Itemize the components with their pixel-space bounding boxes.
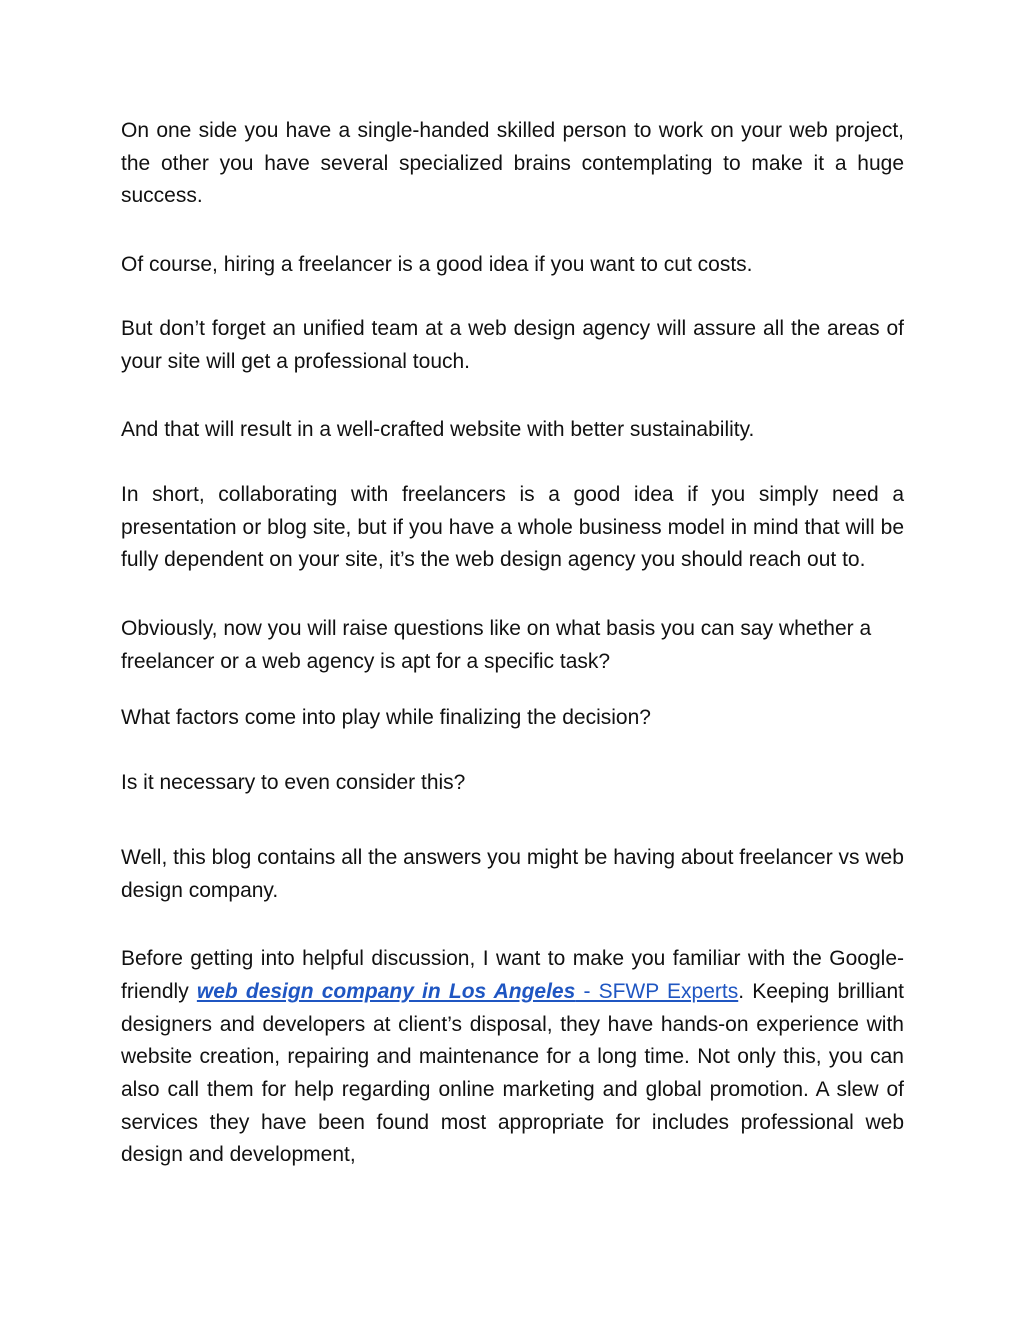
paragraph-10-rest: . Keeping brilliant designers and developers at client’s disposal, they have hands-on experience with website creation, repairing and maintenance for a long time. Not only this, you can also call them for help regarding online marketing and global promotion. A slew of services they have been found most appropriate for includes professional web design and development,: [121, 979, 904, 1167]
paragraph-10-intro: Before getting into helpful discussion, I want to make you familiar with the Google-friendly: [121, 947, 904, 1003]
paragraph-7: What factors come into play while finalizing the decision?: [121, 706, 651, 730]
paragraph-10: [121, 943, 904, 1172]
paragraph-9: Well, this blog contains all the answers you might be having about freelancer vs web design company.: [121, 845, 904, 902]
link-keyword-text: web design company in Los Angeles: [196, 979, 576, 1003]
paragraph-3: But don’t forget an unified team at a web design agency will assure all the areas of your site will get a professional touch.: [121, 316, 904, 373]
paragraph-1: On one side you have a single-handed skilled person to work on your web project, the other you have several specialized brains contemplating to make it a huge success.: [121, 119, 904, 208]
paragraph-2: Of course, hiring a freelancer is a good idea if you want to cut costs.: [121, 253, 753, 277]
paragraph-6: Obviously, now you will raise questions like on what basis you can say whether a freelancer or a web agency is apt for a specific task?: [121, 617, 872, 673]
paragraph-5: In short, collaborating with freelancers is a good idea if you simply need a presentation or blog site, but if you have a whole business model in mind that will be fully dependent on your site, it’s the web design agency you should reach out to.: [121, 482, 904, 572]
sfwp-experts-link[interactable]: [197, 980, 738, 1003]
link-brand-text: - SFWP Experts: [575, 979, 739, 1003]
paragraph-8: Is it necessary to even consider this?: [121, 771, 466, 795]
document-page: [121, 115, 904, 1172]
paragraph-4: And that will result in a well-crafted website with better sustainability.: [121, 418, 755, 442]
